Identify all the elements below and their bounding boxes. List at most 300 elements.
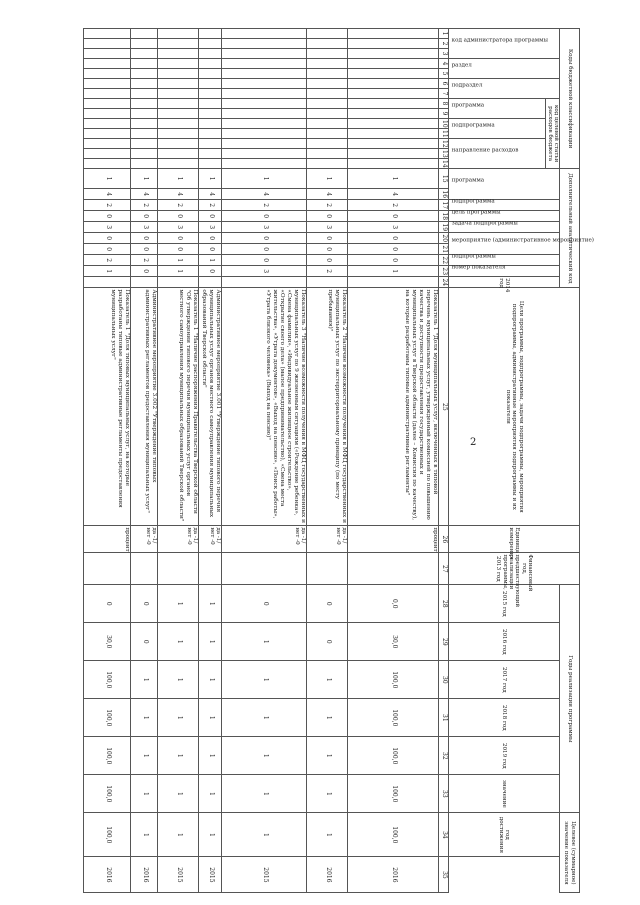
empty-cell — [348, 79, 439, 89]
addl-task-header: задача подпрограммы — [449, 222, 560, 233]
table-row — [158, 29, 199, 893]
col-num: 14 — [439, 159, 449, 169]
empty-cell — [199, 109, 222, 119]
empty-cell — [158, 79, 199, 89]
value-2019: 100,0 — [348, 775, 439, 813]
indicator-text: Показатель 2 "Наличие возможности получения в МФЦ государственных и муниципальных услуг по экстерриториальному принципу (по месту пребывания)" — [307, 288, 348, 526]
empty-cell — [84, 89, 131, 99]
fin-year-cell — [131, 553, 158, 585]
value-2017: 100,0 — [84, 699, 131, 737]
target-value: 1 — [222, 813, 307, 857]
target-header: Целевое (суммарное) значение показателя — [560, 813, 580, 893]
col-num: 17 — [439, 200, 449, 211]
value-2019: 1 — [307, 775, 348, 813]
unit-cell: да -1/ нет -0 — [158, 526, 199, 553]
code-digit: 2 — [199, 200, 222, 211]
empty-cell — [131, 109, 158, 119]
target-value: 1 — [199, 813, 222, 857]
code-digit: 4 — [131, 189, 158, 200]
empty-cell — [307, 89, 348, 99]
empty-cell — [158, 109, 199, 119]
empty-cell — [131, 79, 158, 89]
addl-program-header: программа — [449, 169, 560, 200]
value-2017: 1 — [199, 699, 222, 737]
empty-cell — [131, 29, 158, 39]
empty-cell — [84, 129, 131, 139]
empty-cell — [348, 39, 439, 49]
podrazdel-header: подраздел — [449, 79, 560, 99]
empty-cell — [199, 69, 222, 79]
empty-cell — [222, 109, 307, 119]
code-digit — [348, 277, 439, 288]
years-group-header: Годы реализации программы — [560, 585, 580, 813]
empty-cell — [131, 129, 158, 139]
code-digit: 0 — [131, 266, 158, 277]
col-num: 27 — [439, 553, 449, 585]
empty-cell — [307, 39, 348, 49]
empty-cell — [348, 49, 439, 59]
col-num: 12 — [439, 139, 449, 149]
target-year: 2016 — [131, 857, 158, 893]
program-indicators-table — [83, 28, 594, 893]
value-2017: 1 — [222, 699, 307, 737]
indicator-text: Показатель 1 "Наличие распоряжения Правительства Тверской области "Об утверждении типового перечня муниципальных услуг органов местного самоуправления муниципальных образований Тверской области" — [158, 288, 199, 526]
unit-cell: да -1/ нет -0 — [131, 526, 158, 553]
value-2019: 1 — [199, 775, 222, 813]
empty-cell — [222, 29, 307, 39]
code-digit — [199, 277, 222, 288]
empty-cell — [222, 69, 307, 79]
indicator-text: Административное мероприятие 3.001 "Утверждение типового перечня муниципальных услуг органов местного самоуправления муниципальных образований Тверской области" — [199, 288, 222, 526]
empty-cell — [307, 79, 348, 89]
code-digit: 0 — [199, 244, 222, 255]
value-2015: 1 — [222, 623, 307, 661]
target-value-header: значение — [449, 775, 560, 813]
code-digit: 0 — [222, 255, 307, 266]
col-num: 23 — [439, 266, 449, 277]
year-2019-header: 2019 год — [449, 737, 560, 775]
empty-cell — [348, 129, 439, 139]
fin-year-cell — [84, 553, 131, 585]
col-num: 11 — [439, 129, 449, 139]
rotated-table-container — [60, 28, 594, 885]
target-value: 100,0 — [84, 813, 131, 857]
value-2017: 1 — [131, 699, 158, 737]
col-num: 29 — [439, 623, 449, 661]
code-digit: 3 — [348, 222, 439, 233]
fin-year-cell — [307, 553, 348, 585]
code-digit: 3 — [131, 222, 158, 233]
empty-cell — [222, 89, 307, 99]
csr-napravlenie-header: направление расходов — [449, 139, 546, 169]
empty-cell — [307, 59, 348, 69]
code-digit: 0 — [158, 244, 199, 255]
code-digit: 4 — [307, 189, 348, 200]
empty-cell — [84, 79, 131, 89]
year-2016-header: 2016 год — [449, 623, 560, 661]
table-row — [131, 29, 158, 893]
code-digit: 4 — [84, 189, 131, 200]
code-digit: 0 — [307, 244, 348, 255]
empty-cell — [307, 109, 348, 119]
code-digit: 4 — [348, 189, 439, 200]
col-num: 13 — [439, 149, 449, 159]
empty-cell — [84, 159, 131, 169]
col-num: 18 — [439, 211, 449, 222]
addl-podprogramma-header: подпрограмма — [449, 200, 560, 211]
empty-cell — [158, 59, 199, 69]
target-value: 1 — [307, 813, 348, 857]
empty-cell — [348, 119, 439, 129]
code-digit — [131, 277, 158, 288]
empty-cell — [222, 59, 307, 69]
code-digit: 0 — [307, 233, 348, 244]
empty-cell — [158, 89, 199, 99]
empty-cell — [222, 49, 307, 59]
col-num: 28 — [439, 585, 449, 623]
col-num: 20 — [439, 233, 449, 244]
indicator-text: Показатель 3 "Наличие возможности получения в МФЦ государственных и муниципальных услуг по 9 жизненным ситуациям («Рождение ребенка», «Смена фамилии», «Индивидуальное жилищное строительство», «Открытие своего дела» (малое предпринимательство), «Смена места жительства», «Утрата документов», «Выход на пенсию», «Поиск работы», «Утрата близкого человека» (Выход на пенсию)" — [222, 288, 307, 526]
col-num: 15 — [439, 169, 449, 189]
value-2018: 100,0 — [84, 737, 131, 775]
empty-cell — [348, 99, 439, 109]
col-num: 19 — [439, 222, 449, 233]
value-2016: 100,0 — [348, 661, 439, 699]
empty-cell — [131, 139, 158, 149]
value-2016: 100,0 — [84, 661, 131, 699]
empty-cell — [348, 109, 439, 119]
empty-cell — [222, 159, 307, 169]
code-digit: 0 — [307, 211, 348, 222]
code-digit: 1 — [158, 266, 199, 277]
code-digit: 3 — [307, 222, 348, 233]
unit-header: Единица измерения — [449, 526, 580, 553]
code-digit: 0 — [131, 244, 158, 255]
empty-cell — [348, 159, 439, 169]
code-digit: 2 — [307, 266, 348, 277]
code-digit: 1 — [199, 255, 222, 266]
code-digit: 2 — [131, 255, 158, 266]
year-2018-header: 2018 год — [449, 699, 560, 737]
value-2018: 100,0 — [348, 737, 439, 775]
empty-cell — [307, 139, 348, 149]
code-digit: 1 — [84, 266, 131, 277]
code-digit: 0 — [348, 255, 439, 266]
col-num: 1 — [439, 29, 449, 39]
empty-cell — [84, 69, 131, 79]
empty-cell — [158, 39, 199, 49]
code-digit: 2 — [348, 200, 439, 211]
fin-year-cell — [222, 553, 307, 585]
empty-cell — [307, 149, 348, 159]
value-2016: 1 — [222, 661, 307, 699]
empty-cell — [222, 149, 307, 159]
empty-cell — [131, 69, 158, 79]
empty-cell — [222, 139, 307, 149]
target-year: 2015 — [158, 857, 199, 893]
value-2014: 0 — [84, 585, 131, 623]
code-digit: 0 — [158, 211, 199, 222]
empty-cell — [84, 109, 131, 119]
empty-cell — [84, 39, 131, 49]
code-digit: 2 — [222, 200, 307, 211]
year-2017-header: 2017 год — [449, 661, 560, 699]
code-digit: 4 — [222, 189, 307, 200]
target-year: 2016 — [307, 857, 348, 893]
empty-cell — [199, 119, 222, 129]
empty-cell — [131, 89, 158, 99]
code-digit: 2 — [307, 200, 348, 211]
code-digit — [307, 277, 348, 288]
empty-cell — [131, 119, 158, 129]
code-digit: 3 — [84, 222, 131, 233]
value-2014: 0 — [307, 585, 348, 623]
code-digit: 2 — [84, 255, 131, 266]
empty-cell — [348, 149, 439, 159]
empty-cell — [222, 39, 307, 49]
empty-cell — [199, 29, 222, 39]
value-2015: 30,0 — [84, 623, 131, 661]
table-row — [199, 29, 222, 893]
addl-number-header: номер показателя — [449, 266, 560, 277]
value-2015: 0 — [131, 623, 158, 661]
empty-cell — [307, 99, 348, 109]
goals-header: Цели программы, подпрограммы, задачи подпрограммы, мероприятия подпрограммы, административные мероприятия подпрограммы и их показатели — [449, 288, 580, 526]
value-2016: 1 — [199, 661, 222, 699]
target-value: 1 — [131, 813, 158, 857]
code-digit: 1 — [348, 169, 439, 189]
empty-cell — [131, 149, 158, 159]
code-digit: 1 — [199, 169, 222, 189]
fin-year-header: Финансовый год, предшествующий реализации программы, 2013 год — [449, 553, 580, 585]
year-2014-header: 2014 год — [449, 277, 560, 288]
value-2015: 30,0 — [348, 623, 439, 661]
code-digit: 0 — [158, 233, 199, 244]
code-digit: 0 — [84, 233, 131, 244]
table-row — [222, 29, 307, 893]
col-num: 6 — [439, 79, 449, 89]
value-2014: 0 — [131, 585, 158, 623]
col-num: 9 — [439, 109, 449, 119]
empty-cell — [158, 149, 199, 159]
code-digit: 0 — [84, 244, 131, 255]
empty-cell — [158, 139, 199, 149]
empty-cell — [84, 139, 131, 149]
value-2017: 1 — [158, 699, 199, 737]
empty-cell — [348, 69, 439, 79]
empty-cell — [348, 29, 439, 39]
value-2015: 1 — [158, 623, 199, 661]
unit-cell: процент — [348, 526, 439, 553]
empty-cell — [158, 159, 199, 169]
empty-cell — [199, 129, 222, 139]
addl-sub-header: подпрограммы — [449, 255, 560, 266]
empty-cell — [84, 49, 131, 59]
value-2014: 1 — [158, 585, 199, 623]
code-digit: 0 — [131, 211, 158, 222]
target-year-header: год достижения — [449, 813, 560, 857]
code-digit: 1 — [84, 169, 131, 189]
empty-cell — [84, 29, 131, 39]
code-digit — [158, 277, 199, 288]
value-2018: 1 — [222, 737, 307, 775]
column-numbers-row — [439, 29, 449, 893]
code-digit: 0 — [199, 233, 222, 244]
code-digit: 3 — [158, 222, 199, 233]
empty-cell — [131, 49, 158, 59]
col-num: 31 — [439, 699, 449, 737]
csr-header: код целевой статьи расходов бюджета — [546, 99, 560, 169]
empty-cell — [307, 29, 348, 39]
col-num: 25 — [439, 288, 449, 526]
empty-cell — [348, 139, 439, 149]
empty-cell — [131, 159, 158, 169]
value-2019: 1 — [131, 775, 158, 813]
code-digit: 3 — [222, 266, 307, 277]
table-row — [348, 29, 439, 893]
empty-cell — [307, 119, 348, 129]
empty-cell — [348, 59, 439, 69]
empty-cell — [199, 79, 222, 89]
code-digit: 3 — [199, 222, 222, 233]
value-2018: 1 — [199, 737, 222, 775]
table-row — [84, 29, 131, 893]
value-2017: 100,0 — [348, 699, 439, 737]
empty-cell — [84, 149, 131, 159]
code-digit: 0 — [348, 211, 439, 222]
value-2018: 1 — [131, 737, 158, 775]
col-num: 32 — [439, 737, 449, 775]
empty-cell — [158, 69, 199, 79]
empty-cell — [222, 119, 307, 129]
col-num: 30 — [439, 661, 449, 699]
code-digit: 0 — [199, 266, 222, 277]
code-digit: 2 — [84, 200, 131, 211]
empty-cell — [131, 59, 158, 69]
empty-cell — [199, 59, 222, 69]
csr-podprogramma-header: подпрограмма — [449, 119, 546, 139]
page-number: 2 — [470, 437, 477, 448]
code-digit: 1 — [131, 169, 158, 189]
unit-cell: да -1/ нет -0 — [307, 526, 348, 553]
code-digit: 1 — [307, 169, 348, 189]
empty-cell — [199, 99, 222, 109]
value-2015: 0 — [307, 623, 348, 661]
code-digit: 0 — [348, 233, 439, 244]
code-digit — [222, 277, 307, 288]
col-num: 24 — [439, 277, 449, 288]
table-row — [307, 29, 348, 893]
code-digit: 0 — [199, 211, 222, 222]
addl-activity-header: мероприятие (административное мероприятие) — [449, 233, 560, 255]
indicator-text: Показатель 1 "Доля муниципальных услуг, включенных в типовой перечень муниципальных услуг, утвержденный комиссией по повышению качества и доступности предоставления государственных и муниципальных услуг в Тверской области (далее – Комиссия по качеству), на которые разработаны типовые административные регламенты" — [348, 288, 439, 526]
value-2017: 1 — [307, 699, 348, 737]
code-digit: 0 — [222, 233, 307, 244]
empty-cell — [199, 159, 222, 169]
additional-code-header: Дополнительный аналитический код — [560, 169, 580, 288]
empty-cell — [307, 129, 348, 139]
col-num: 35 — [439, 857, 449, 893]
empty-cell — [199, 49, 222, 59]
fin-year-cell — [348, 553, 439, 585]
unit-cell: процент — [84, 526, 131, 553]
fin-year-cell — [199, 553, 222, 585]
empty-cell — [199, 89, 222, 99]
target-value: 100,0 — [348, 813, 439, 857]
col-num: 7 — [439, 89, 449, 99]
empty-cell — [307, 69, 348, 79]
empty-cell — [158, 99, 199, 109]
empty-cell — [222, 99, 307, 109]
empty-cell — [222, 79, 307, 89]
code-digit: 2 — [158, 200, 199, 211]
empty-cell — [158, 119, 199, 129]
code-digit: 3 — [222, 222, 307, 233]
year-2015-header: 2015 год — [449, 585, 560, 623]
col-num: 22 — [439, 255, 449, 266]
admin-code-header: код администратора программы — [449, 29, 560, 59]
col-num: 2 — [439, 39, 449, 49]
value-2016: 1 — [158, 661, 199, 699]
empty-cell — [158, 129, 199, 139]
empty-cell — [199, 139, 222, 149]
col-num: 33 — [439, 775, 449, 813]
empty-cell — [307, 49, 348, 59]
code-digit: 1 — [222, 169, 307, 189]
empty-cell — [158, 29, 199, 39]
code-digit: 1 — [348, 266, 439, 277]
col-num: 10 — [439, 119, 449, 129]
code-digit — [84, 277, 131, 288]
value-2018: 1 — [307, 737, 348, 775]
empty-cell — [84, 59, 131, 69]
value-2019: 100,0 — [84, 775, 131, 813]
code-digit: 0 — [307, 255, 348, 266]
code-digit: 0 — [348, 244, 439, 255]
value-2014: 0,0 — [348, 585, 439, 623]
unit-cell: да -1/ нет -0 — [199, 526, 222, 553]
target-value: 1 — [158, 813, 199, 857]
col-num: 26 — [439, 526, 449, 553]
target-year: 2015 — [222, 857, 307, 893]
budget-classification-header: Коды бюджетной классификации — [560, 29, 580, 169]
col-num: 3 — [439, 49, 449, 59]
value-2019: 1 — [222, 775, 307, 813]
code-digit: 0 — [222, 244, 307, 255]
value-2019: 1 — [158, 775, 199, 813]
target-year: 2016 — [84, 857, 131, 893]
fin-year-cell — [158, 553, 199, 585]
empty-cell — [84, 119, 131, 129]
col-num: 16 — [439, 189, 449, 200]
code-digit: 0 — [84, 211, 131, 222]
indicator-text: Показатель 1 "Доля типовых муниципальных услуг, на которые разработаны типовые административные регламенты предоставления муниципальных услуг" — [84, 288, 131, 526]
code-digit: 4 — [158, 189, 199, 200]
empty-cell — [222, 129, 307, 139]
value-2015: 1 — [199, 623, 222, 661]
empty-cell — [348, 89, 439, 99]
value-2018: 1 — [158, 737, 199, 775]
empty-cell — [84, 99, 131, 109]
col-num: 8 — [439, 99, 449, 109]
code-digit: 1 — [158, 255, 199, 266]
csr-program-header: программа — [449, 99, 546, 119]
empty-cell — [131, 39, 158, 49]
code-digit: 2 — [131, 200, 158, 211]
empty-cell — [131, 99, 158, 109]
code-digit: 0 — [131, 233, 158, 244]
empty-cell — [199, 149, 222, 159]
